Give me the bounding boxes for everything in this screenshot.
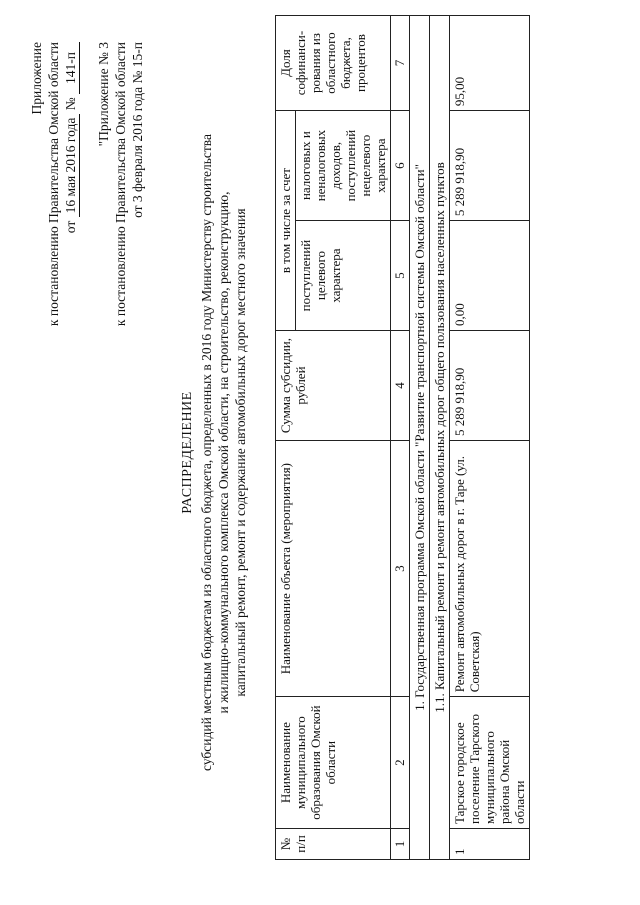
subtitle-line: и жилищно-коммунального комплекса Омской области, на строительство, реконструкцию, [216, 191, 231, 714]
row-municipality: Тарское городское поселение Тарского муниципального района Омской области [450, 697, 530, 829]
resolution-number: 141-п [62, 42, 80, 94]
row-sum: 5 289 918,90 [450, 331, 530, 441]
column-number: 2 [391, 697, 410, 829]
table-row [450, 16, 530, 860]
row-non-targeted: 5 289 918,90 [450, 111, 530, 221]
original-appendix-header [95, 42, 146, 326]
column-number: 1 [391, 828, 410, 859]
header-non-targeted: налоговых и неналоговых доходов, поступлений нецелевого характера [296, 111, 391, 221]
appendix-date-line [62, 42, 80, 326]
appendix-label: Приложение [29, 42, 44, 115]
section-title: 1. Государственная программа Омской области "Развитие транспортной системы Омской области" [410, 16, 430, 860]
header-targeted: поступлений целевого характера [296, 221, 391, 331]
document-title: РАСПРЕДЕЛЕНИЕ [180, 391, 195, 514]
original-appendix-resolution: к постановлению Правительства Омской области [113, 42, 128, 327]
appendix-header [28, 42, 80, 326]
section-row [410, 16, 430, 860]
row-share: 95,00 [450, 16, 530, 111]
header-share: Доля софинанси-рования из областного бюджета, процентов [276, 16, 391, 111]
table-header-row [276, 16, 296, 860]
original-appendix-label: "Приложение № 3 [96, 42, 111, 147]
document-subtitle [198, 90, 249, 815]
column-number: 7 [391, 16, 410, 111]
column-number: 3 [391, 441, 410, 697]
subtitle-line: субсидий местным бюджетам из областного бюджета, определенных в 2016 году Министерству строительства [199, 134, 214, 771]
row-object: Ремонт автомобильных дорог в г. Таре (ул. Советская) [450, 441, 530, 697]
row-targeted: 0,00 [450, 221, 530, 331]
subsection-row [430, 16, 450, 860]
header-object: Наименование объекта (мероприятия) [276, 441, 391, 697]
row-number: 1 [450, 828, 530, 859]
header-sum: Сумма субсидии, рублей [276, 331, 391, 441]
from-word: от [63, 220, 78, 234]
subtitle-line: капитальный ремонт, ремонт и содержание автомобильных дорог местного значения [233, 208, 248, 697]
resolution-date: 16 мая 2016 года [62, 114, 80, 218]
column-number-row [391, 16, 410, 860]
column-number: 6 [391, 111, 410, 221]
header-num: № п/п [276, 828, 391, 859]
number-sign: № [63, 97, 78, 111]
header-municipality: Наименование муниципального образования Омской области [276, 697, 391, 829]
subsection-title: 1.1. Капитальный ремонт и ремонт автомобильных дорог общего пользования населенных пунктов [430, 16, 450, 860]
column-number: 5 [391, 221, 410, 331]
column-number: 4 [391, 331, 410, 441]
header-group: в том числе за счет [276, 111, 296, 331]
distribution-table [275, 15, 530, 860]
appendix-resolution: к постановлению Правительства Омской области [46, 42, 61, 327]
original-appendix-date: от 3 февраля 2016 года № 15-п [130, 42, 145, 218]
